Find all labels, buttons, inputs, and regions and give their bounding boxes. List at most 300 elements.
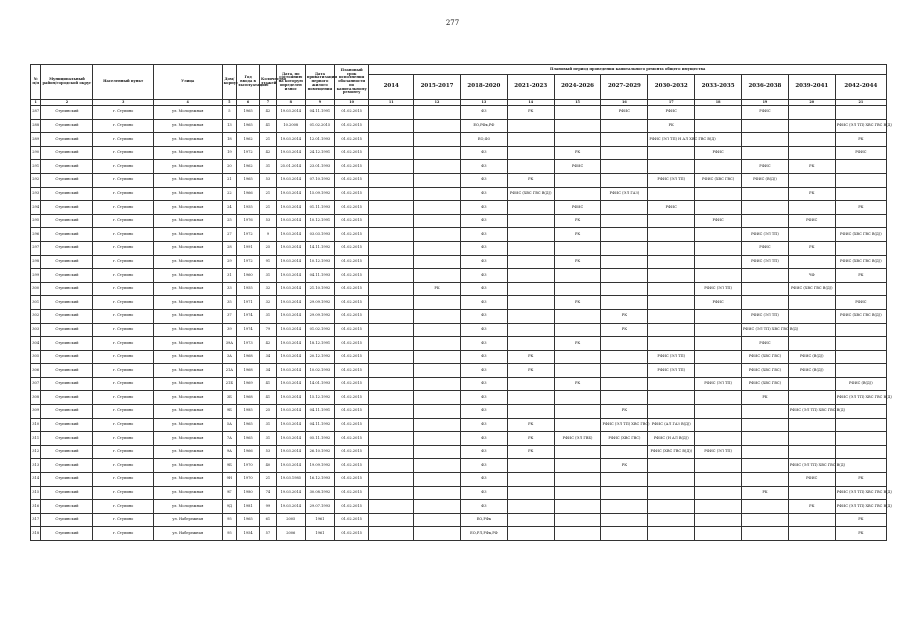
cell-repair-work — [601, 241, 648, 255]
cell-house: 18 — [222, 133, 237, 147]
cell-repair-work — [648, 459, 695, 473]
cell-repair-work: Ф3 — [460, 269, 507, 283]
cell-obligation-date: 01.02.2015 — [334, 187, 368, 201]
cell-house: 25 — [222, 214, 237, 228]
cell-repair-work — [742, 527, 789, 541]
cell-municipality: Ступинский — [41, 214, 93, 228]
cell-repair-work — [369, 228, 414, 242]
cell-repair-work — [788, 309, 835, 323]
cell-row-number: 310 — [31, 418, 41, 432]
cell-street: ул. Молодежная — [153, 350, 222, 364]
cell-repair-work — [695, 337, 742, 351]
table-row — [31, 527, 887, 541]
cell-repair-work: РФИС (ЭЛ ТП) — [648, 364, 695, 378]
cell-privatization-date: 21.10.1992 — [305, 282, 334, 296]
cell-condition-date: 25.01.2014 — [276, 160, 305, 174]
cell-repair-work — [788, 486, 835, 500]
cell-privatization-date: 04.11.1993 — [305, 269, 334, 283]
cell-floors: 74 — [260, 486, 277, 500]
cell-repair-work: РК — [742, 391, 789, 405]
cell-municipality: Ступинский — [41, 119, 93, 133]
header-year-built: Год ввода в эксплуатацию — [237, 65, 260, 100]
cell-repair-work — [742, 513, 789, 527]
cell-repair-work — [648, 405, 695, 419]
cell-obligation-date: 01.02.2015 — [334, 228, 368, 242]
header-street: Улица — [153, 65, 222, 100]
cell-repair-work — [601, 146, 648, 160]
cell-municipality: Ступинский — [41, 350, 93, 364]
cell-repair-work — [788, 418, 835, 432]
cell-settlement: г. Ступино — [93, 214, 153, 228]
cell-house: 24 — [222, 201, 237, 215]
cell-repair-work — [369, 296, 414, 310]
cell-condition-date: 19.03.1985 — [276, 473, 305, 487]
cell-privatization-date: 04.11.1992 — [305, 418, 334, 432]
header-num: № п/п — [31, 65, 41, 100]
cell-floors: 99 — [260, 500, 277, 514]
cell-repair-work — [507, 133, 554, 147]
table-row — [31, 160, 887, 174]
cell-repair-work — [835, 187, 886, 201]
cell-repair-work — [695, 500, 742, 514]
cell-repair-work — [414, 106, 461, 120]
cell-floors: 21 — [260, 473, 277, 487]
table-row — [31, 119, 887, 133]
cell-year-built: 1971 — [237, 296, 260, 310]
cell-municipality: Ступинский — [41, 391, 93, 405]
cell-repair-work: РФИС (ХВС ГВС В(Д)) — [835, 255, 886, 269]
cell-street: ул. Молодежная — [153, 309, 222, 323]
cell-repair-work — [507, 337, 554, 351]
cell-street: ул. Набережная — [153, 513, 222, 527]
cell-repair-work — [742, 296, 789, 310]
cell-repair-work: РФИС (ЭЛ ТП) — [648, 350, 695, 364]
table-row — [31, 513, 887, 527]
cell-repair-work: РФИС (В(Д)) — [788, 350, 835, 364]
cell-year-built: 1955 — [237, 201, 260, 215]
cell-privatization-date: 10.12.1993 — [305, 255, 334, 269]
cell-repair-work: Ф3 — [460, 282, 507, 296]
cell-settlement: г. Ступино — [93, 323, 153, 337]
cell-repair-work — [835, 106, 886, 120]
table-row — [31, 418, 887, 432]
cell-repair-work: РФИС (ХВС ГВС) — [601, 432, 648, 446]
cell-repair-work — [648, 513, 695, 527]
cell-floors: 31 — [260, 269, 277, 283]
cell-repair-work — [369, 418, 414, 432]
cell-repair-work: Ф3 — [460, 364, 507, 378]
cell-condition-date: 2005 — [276, 513, 305, 527]
cell-repair-work — [648, 500, 695, 514]
table-row — [31, 187, 887, 201]
cell-repair-work: Ф3 — [460, 214, 507, 228]
cell-year-built: 1968 — [237, 350, 260, 364]
cell-municipality: Ступинский — [41, 432, 93, 446]
table-row — [31, 309, 887, 323]
cell-settlement: г. Ступино — [93, 269, 153, 283]
cell-street: ул. Молодежная — [153, 473, 222, 487]
cell-condition-date: 19.03.2014 — [276, 445, 305, 459]
cell-repair-work: РК — [414, 282, 461, 296]
cell-row-number: 289 — [31, 133, 41, 147]
cell-floors: 31 — [260, 432, 277, 446]
cell-condition-date: 19.03.2014 — [276, 133, 305, 147]
cell-condition-date: 19.03.2014 — [276, 146, 305, 160]
cell-repair-work — [414, 486, 461, 500]
cell-repair-work — [648, 486, 695, 500]
table-row — [31, 146, 887, 160]
header-year: 2039-2041 — [788, 75, 835, 100]
header-municipality: Муниципальный район/городской округ — [41, 65, 93, 100]
cell-municipality: Ступинский — [41, 173, 93, 187]
cell-municipality: Ступинский — [41, 418, 93, 432]
cell-repair-work — [742, 146, 789, 160]
cell-street: ул. Молодежная — [153, 377, 222, 391]
cell-repair-work: Ф3 — [460, 160, 507, 174]
cell-repair-work — [507, 486, 554, 500]
cell-repair-work — [414, 214, 461, 228]
cell-obligation-date: 01.02.2015 — [334, 364, 368, 378]
cell-year-built: 1965 — [237, 432, 260, 446]
cell-row-number: 303 — [31, 323, 41, 337]
cell-condition-date: 19.03.2014 — [276, 391, 305, 405]
cell-settlement: г. Ступино — [93, 337, 153, 351]
cell-repair-work — [788, 106, 835, 120]
cell-privatization-date: 04.11.1991 — [305, 405, 334, 419]
cell-year-built: 1981 — [237, 500, 260, 514]
header-year: 2033-2035 — [695, 75, 742, 100]
cell-street: ул. Молодежная — [153, 160, 222, 174]
cell-repair-work — [414, 309, 461, 323]
cell-repair-work — [788, 173, 835, 187]
header-floors: Количество этажей — [260, 65, 277, 100]
column-number: 10 — [334, 100, 368, 106]
cell-floors: 42 — [260, 337, 277, 351]
cell-repair-work: РФИС — [788, 473, 835, 487]
cell-repair-work: Ф3 — [460, 228, 507, 242]
cell-house: 22 — [222, 187, 237, 201]
cell-repair-work: РФИС — [788, 214, 835, 228]
cell-house: 19 — [222, 146, 237, 160]
cell-repair-work — [788, 377, 835, 391]
cell-repair-work — [507, 405, 554, 419]
cell-municipality: Ступинский — [41, 486, 93, 500]
cell-repair-work: РК — [835, 473, 886, 487]
cell-privatization-date: 07.10.1992 — [305, 173, 334, 187]
cell-house: 5А — [222, 418, 237, 432]
cell-house: 9Б — [222, 459, 237, 473]
table-row — [31, 173, 887, 187]
cell-row-number: 297 — [31, 241, 41, 255]
cell-condition-date: 19.03.2014 — [276, 405, 305, 419]
cell-street: ул. Молодежная — [153, 364, 222, 378]
cell-street: ул. Молодежная — [153, 323, 222, 337]
cell-repair-work — [414, 160, 461, 174]
cell-street: ул. Молодежная — [153, 146, 222, 160]
cell-repair-work: РФИС (В(Д)) — [788, 364, 835, 378]
cell-privatization-date: 01.02.1992 — [305, 323, 334, 337]
cell-floors: 21 — [260, 133, 277, 147]
cell-municipality: Ступинский — [41, 241, 93, 255]
cell-floors: 61 — [260, 513, 277, 527]
cell-floors: 21 — [260, 187, 277, 201]
cell-condition-date: 19.03.2014 — [276, 337, 305, 351]
cell-street: ул. Молодежная — [153, 500, 222, 514]
table-row — [31, 377, 887, 391]
cell-repair-work — [554, 282, 601, 296]
cell-repair-work: РК — [554, 214, 601, 228]
cell-row-number: 292 — [31, 173, 41, 187]
cell-municipality: Ступинский — [41, 459, 93, 473]
cell-repair-work — [554, 309, 601, 323]
cell-privatization-date: 03.03.1993 — [305, 228, 334, 242]
cell-condition-date: 19.03.2014 — [276, 432, 305, 446]
cell-repair-work — [695, 160, 742, 174]
cell-street: ул. Молодежная — [153, 337, 222, 351]
header-year: 2018-2020 — [460, 75, 507, 100]
cell-row-number: 298 — [31, 255, 41, 269]
cell-condition-date: 2006 — [276, 527, 305, 541]
cell-settlement: г. Ступино — [93, 228, 153, 242]
table-row — [31, 459, 887, 473]
cell-obligation-date: 01.02.2015 — [334, 106, 368, 120]
cell-repair-work — [369, 160, 414, 174]
cell-repair-work: РФИС (ЭЛ ТП) Н АЛ ХВС ГВС В(Д) — [648, 133, 695, 147]
cell-repair-work: Ф3 — [460, 241, 507, 255]
cell-repair-work: Ф3 — [460, 459, 507, 473]
cell-repair-work: РФИС (ЭЛ ТП) — [742, 228, 789, 242]
cell-repair-work — [369, 201, 414, 215]
cell-repair-work — [648, 160, 695, 174]
cell-repair-work: Ф3 — [460, 309, 507, 323]
cell-obligation-date: 01.02.2015 — [334, 513, 368, 527]
table-row — [31, 106, 887, 120]
cell-floors: 25 — [260, 241, 277, 255]
cell-repair-work — [554, 459, 601, 473]
cell-repair-work: Ф3 — [460, 445, 507, 459]
column-number: 21 — [835, 100, 886, 106]
cell-floors: 32 — [260, 296, 277, 310]
header-settlement: Населенный пункт — [93, 65, 153, 100]
cell-row-number: 315 — [31, 486, 41, 500]
cell-repair-work — [414, 527, 461, 541]
column-number: 1 — [31, 100, 41, 106]
cell-repair-work: РФИС (ЭЛ ТП) — [695, 282, 742, 296]
cell-repair-work: РФИС (ХВС ГВС В(Д)) — [835, 309, 886, 323]
cell-repair-work: РФИС (ЭЛ ТП) ХВС ГВС В(Д) — [742, 323, 789, 337]
cell-repair-work — [835, 350, 886, 364]
cell-privatization-date: 01.02.2015 — [305, 119, 334, 133]
cell-street: ул. Молодежная — [153, 405, 222, 419]
cell-street: ул. Молодежная — [153, 119, 222, 133]
cell-municipality: Ступинский — [41, 201, 93, 215]
cell-house: 5 — [222, 106, 237, 120]
cell-repair-work — [554, 241, 601, 255]
cell-privatization-date: 29.09.1992 — [305, 309, 334, 323]
cell-repair-work: РФИС (ЭЛ ТП) — [695, 377, 742, 391]
cell-repair-work — [742, 119, 789, 133]
page-number: 277 — [445, 19, 460, 27]
cell-repair-work — [648, 377, 695, 391]
cell-floors: 25 — [260, 405, 277, 419]
cell-row-number: 296 — [31, 228, 41, 242]
cell-repair-work: РФИС (ХВС ГВС) — [695, 173, 742, 187]
cell-repair-work — [601, 173, 648, 187]
cell-repair-work: РК — [601, 405, 648, 419]
cell-obligation-date: 01.02.2015 — [334, 391, 368, 405]
cell-repair-work — [369, 269, 414, 283]
cell-street: ул. Молодежная — [153, 296, 222, 310]
cell-repair-work: РК — [507, 106, 554, 120]
cell-house: 27 — [222, 228, 237, 242]
column-number: 9 — [305, 100, 334, 106]
cell-repair-work — [601, 228, 648, 242]
cell-repair-work — [742, 133, 789, 147]
header-repair-period: Плановый период проведения капитального ремонта общего имущества — [369, 65, 887, 75]
cell-house: 28 — [222, 241, 237, 255]
cell-repair-work: РФИС — [648, 201, 695, 215]
header-year: 2036-2038 — [742, 75, 789, 100]
cell-repair-work — [414, 173, 461, 187]
cell-repair-work: РК — [835, 513, 886, 527]
cell-repair-work — [601, 473, 648, 487]
cell-repair-work — [648, 255, 695, 269]
cell-repair-work — [788, 527, 835, 541]
cell-repair-work — [835, 445, 886, 459]
cell-floors: 53 — [260, 173, 277, 187]
cell-repair-work — [601, 133, 648, 147]
cell-repair-work — [742, 459, 789, 473]
cell-repair-work: РФИС (В(Д)) — [742, 173, 789, 187]
cell-municipality: Ступинский — [41, 255, 93, 269]
cell-repair-work — [507, 201, 554, 215]
cell-repair-work — [742, 214, 789, 228]
cell-year-built: 1973 — [237, 337, 260, 351]
cell-repair-work — [695, 228, 742, 242]
cell-settlement: г. Ступино — [93, 187, 153, 201]
cell-row-number: 293 — [31, 187, 41, 201]
cell-repair-work: РФИС (ЭЛ ТП) — [742, 309, 789, 323]
cell-settlement: г. Ступино — [93, 418, 153, 432]
cell-street: ул. Молодежная — [153, 228, 222, 242]
cell-repair-work — [554, 391, 601, 405]
cell-repair-work — [788, 119, 835, 133]
cell-repair-work: РФИС — [695, 214, 742, 228]
cell-house: 37 — [222, 309, 237, 323]
cell-repair-work — [507, 282, 554, 296]
table-row — [31, 337, 887, 351]
cell-repair-work: РФИС — [742, 241, 789, 255]
cell-repair-work — [788, 445, 835, 459]
cell-repair-work: Ф3 — [460, 323, 507, 337]
header-year: 2030-2032 — [648, 75, 695, 100]
cell-repair-work — [695, 364, 742, 378]
cell-repair-work: РК — [507, 350, 554, 364]
cell-floors: 31 — [260, 160, 277, 174]
cell-repair-work — [414, 269, 461, 283]
cell-row-number: 311 — [31, 432, 41, 446]
cell-repair-work — [554, 445, 601, 459]
cell-obligation-date: 01.02.2015 — [334, 486, 368, 500]
cell-row-number: 291 — [31, 160, 41, 174]
cell-obligation-date: 01.02.2015 — [334, 323, 368, 337]
cell-row-number: 288 — [31, 119, 41, 133]
cell-repair-work — [695, 486, 742, 500]
cell-house: 21А — [222, 364, 237, 378]
cell-house: 21Б — [222, 377, 237, 391]
cell-repair-work — [601, 350, 648, 364]
cell-house: 20 — [222, 160, 237, 174]
cell-repair-work — [414, 228, 461, 242]
cell-settlement: г. Ступино — [93, 282, 153, 296]
cell-repair-work: РФИС (ЭЛ ТП) ХВС ГВС В(Д) — [788, 405, 835, 419]
cell-repair-work: РК — [788, 160, 835, 174]
cell-repair-work — [648, 269, 695, 283]
cell-repair-work — [554, 133, 601, 147]
cell-repair-work — [695, 241, 742, 255]
cell-repair-work — [742, 282, 789, 296]
cell-repair-work — [742, 445, 789, 459]
cell-repair-work: РК — [788, 241, 835, 255]
cell-repair-work — [648, 309, 695, 323]
cell-repair-work — [414, 119, 461, 133]
header-condition-date: Дата, по состоянию на которую определен износ — [276, 65, 305, 100]
cell-repair-work — [369, 364, 414, 378]
cell-floors: 34 — [260, 350, 277, 364]
header-year: 2021-2023 — [507, 75, 554, 100]
cell-repair-work — [554, 500, 601, 514]
cell-street: ул. Молодежная — [153, 445, 222, 459]
cell-repair-work — [648, 473, 695, 487]
cell-repair-work: РК — [648, 119, 695, 133]
cell-year-built: 1980 — [237, 486, 260, 500]
cell-row-number: 304 — [31, 337, 41, 351]
cell-settlement: г. Ступино — [93, 527, 153, 541]
cell-repair-work — [507, 228, 554, 242]
cell-repair-work — [695, 309, 742, 323]
cell-repair-work — [369, 405, 414, 419]
cell-repair-work — [742, 269, 789, 283]
cell-privatization-date: 12.01.1993 — [305, 133, 334, 147]
cell-repair-work: Ф3 — [460, 377, 507, 391]
cell-repair-work: Ф3 — [460, 473, 507, 487]
cell-floors: 41 — [260, 377, 277, 391]
cell-repair-work — [601, 337, 648, 351]
cell-repair-work: РФИС (ХВС ГВС В(Д)) — [648, 445, 695, 459]
header-house: Дом/корпус — [222, 65, 237, 100]
cell-municipality: Ступинский — [41, 309, 93, 323]
cell-repair-work — [507, 473, 554, 487]
column-number: 2 — [41, 100, 93, 106]
cell-repair-work: РК — [554, 255, 601, 269]
cell-condition-date: 19.03.2014 — [276, 459, 305, 473]
cell-repair-work — [554, 269, 601, 283]
cell-street: ул. Молодежная — [153, 173, 222, 187]
cell-repair-work — [648, 228, 695, 242]
cell-repair-work: РФИС — [554, 160, 601, 174]
cell-settlement: г. Ступино — [93, 391, 153, 405]
cell-repair-work: РК — [835, 269, 886, 283]
cell-repair-work: РФИС — [554, 201, 601, 215]
cell-year-built: 1968 — [237, 364, 260, 378]
cell-repair-work — [414, 500, 461, 514]
cell-settlement: г. Ступино — [93, 255, 153, 269]
cell-obligation-date: 01.02.2015 — [334, 269, 368, 283]
cell-settlement: г. Ступино — [93, 405, 153, 419]
cell-floors: 31 — [260, 418, 277, 432]
cell-repair-work — [414, 513, 461, 527]
cell-repair-work: РК — [835, 527, 886, 541]
